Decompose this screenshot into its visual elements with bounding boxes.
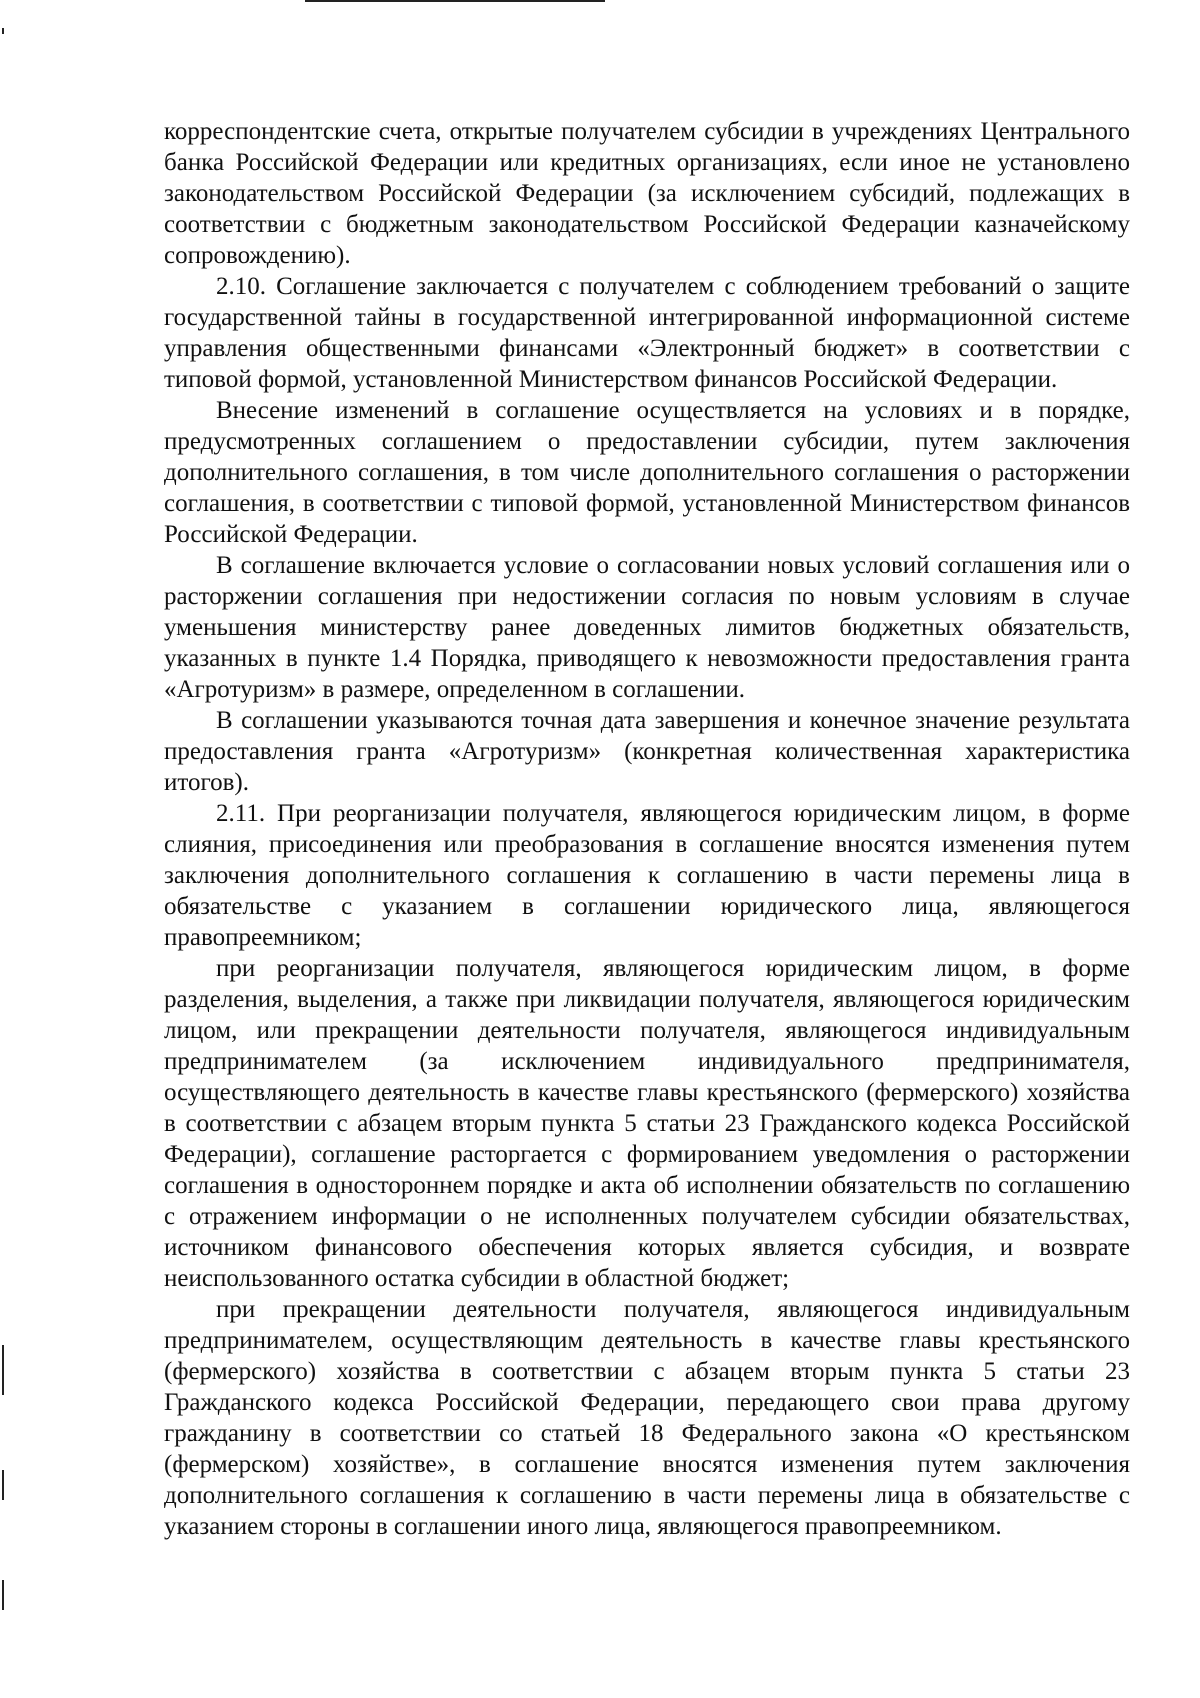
paragraph: при прекращении деятельности получателя, являющегося индивидуальным предпринимателем, осуществляющим деятельность в качестве главы крестьянского (фермерского) хозяйства в соответствии с абзацем вторым пункта 5 статьи 23 Гражданского кодекса Российской Федерации, передающего свои права другому гражданину в соответствии со статьей 18 Федерального закона «О крестьянском (фермерском) хозяйстве», в соглашение вносятся изменения путем заключения дополнительного соглашения к соглашению в части перемены лица в обязательстве с указанием стороны в соглашении иного лица, являющегося правопреемником.: [164, 1296, 1130, 1540]
paragraph: корреспондентские счета, открытые получателем субсидии в учреждениях Центрального банка Российской Федерации или кредитных организациях, если иное не установлено законодательством Российской Федерации (за исключением субсидий, подлежащих в соответствии с бюджетным законодательством Российской Федерации казначейскому сопровождению).: [164, 118, 1130, 269]
paragraph: 2.10. Соглашение заключается с получателем с соблюдением требований о защите государственной тайны в государственной интегрированной информационной системе управления общественными финансами «Электронный бюджет» в соответствии с типовой формой, установленной Министерством финансов Российской Федерации.: [164, 273, 1130, 393]
margin-mark: [2, 1345, 4, 1395]
document-body: [164, 116, 1130, 1542]
margin-mark: [2, 1470, 4, 1500]
paragraph: Внесение изменений в соглашение осуществляется на условиях и в порядке, предусмотренных соглашением о предоставлении субсидии, путем заключения дополнительного соглашения, в том числе дополнительного соглашения о расторжении соглашения, в соответствии с типовой формой, установленной Министерством финансов Российской Федерации.: [164, 397, 1130, 548]
corner-tick: [2, 28, 4, 34]
paragraph: В соглашение включается условие о согласовании новых условий соглашения или о расторжении соглашения при недостижении согласия по новым условиям в случае уменьшения министерству ранее доведенных лимитов бюджетных обязательств, указанных в пункте 1.4 Порядка, приводящего к невозможности предоставления гранта «Агротуризм» в размере, определенном в соглашении.: [164, 552, 1130, 703]
paragraph: В соглашении указываются точная дата завершения и конечное значение результата предоставления гранта «Агротуризм» (конкретная количественная характеристика итогов).: [164, 707, 1130, 796]
paragraph: 2.11. При реорганизации получателя, являющегося юридическим лицом, в форме слияния, присоединения или преобразования в соглашение вносятся изменения путем заключения дополнительного соглашения к соглашению в части перемены лица в обязательстве с указанием в соглашении юридического лица, являющегося правопреемником;: [164, 800, 1130, 951]
margin-mark: [2, 1580, 4, 1610]
top-rule: [305, 0, 605, 2]
paragraph: при реорганизации получателя, являющегося юридическим лицом, в форме разделения, выделения, а также при ликвидации получателя, являющегося юридическим лицом, или прекращении деятельности получателя, являющегося индивидуальным предпринимателем (за исключением индивидуального предпринимателя, осуществляющего деятельность в качестве главы крестьянского (фермерского) хозяйства в соответствии с абзацем вторым пункта 5 статьи 23 Гражданского кодекса Российской Федерации), соглашение расторгается с формированием уведомления о расторжении соглашения в одностороннем порядке и акта об исполнении обязательств по соглашению с отражением информации о не исполненных получателем субсидии обязательствах, источником финансового обеспечения которых является субсидия, и возврате неиспользованного остатка субсидии в областной бюджет;: [164, 955, 1130, 1292]
